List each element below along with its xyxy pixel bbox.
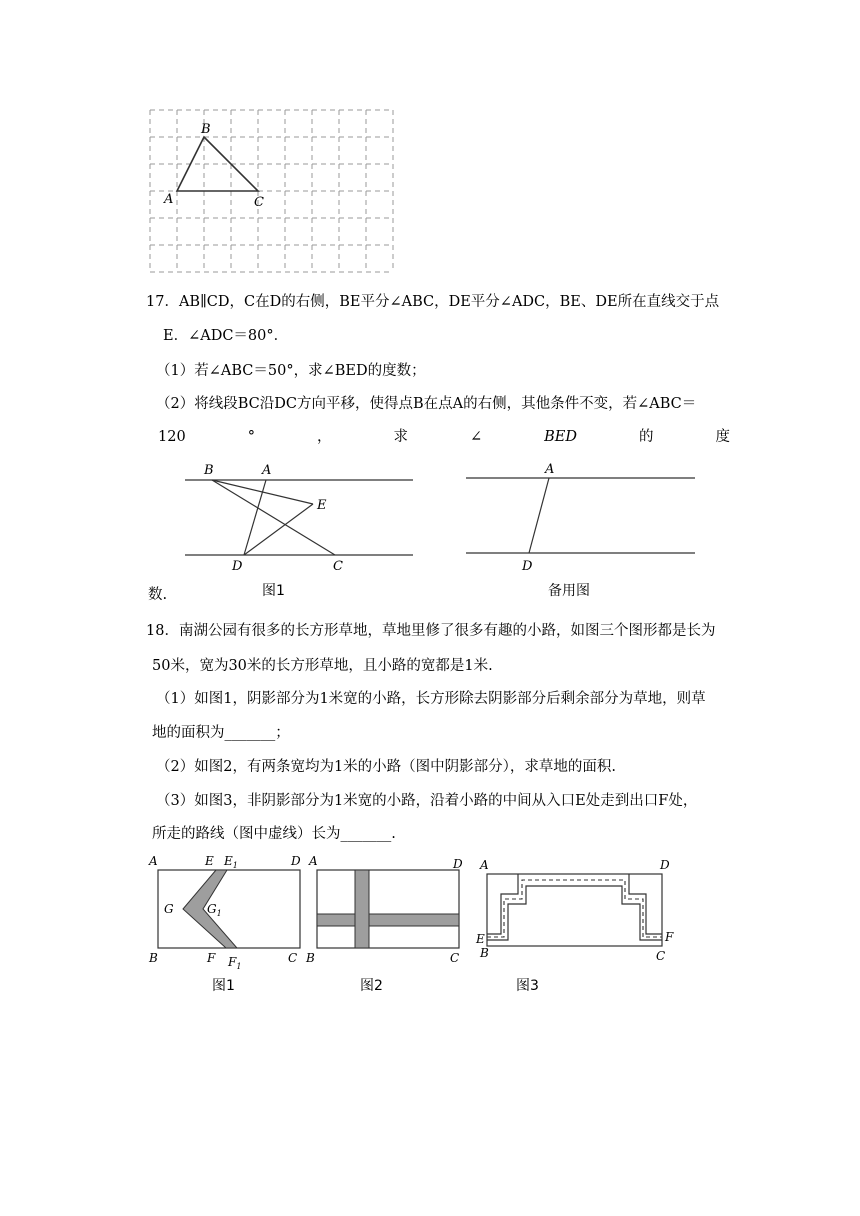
q18-line2: 50米，宽为30米的长方形草地，且小路的宽都是1米.: [152, 658, 493, 674]
label-a: A: [545, 462, 555, 477]
q18-part3-b: 所走的路线（图中虚线）长为_______.: [152, 826, 396, 842]
label-d: D: [291, 854, 301, 868]
q17-line1: 17．AB∥CD，C在D的右侧，BE平分∠ABC，DE平分∠ADC，BE、DE所在直线交于点: [146, 294, 720, 310]
label-f: F: [207, 951, 216, 965]
label-e: E: [476, 932, 485, 946]
label-f: F: [665, 930, 674, 944]
q17-line2: E．∠ADC＝80°．: [163, 328, 289, 344]
q18-line1: 18．南湖公园有很多的长方形草地，草地里修了很多有趣的小路，如图三个图形都是长为: [146, 623, 716, 639]
label-g1: $G_1$: [207, 902, 222, 918]
q18-figure-1: [145, 852, 310, 972]
q17-part2-b: [158, 427, 730, 447]
label-c: C: [656, 949, 666, 963]
token: ∠: [469, 429, 483, 445]
label-b: B: [204, 463, 214, 478]
path-dashed-route: [487, 880, 662, 937]
label-b: B: [480, 946, 489, 960]
label-c: C: [333, 559, 343, 574]
label-b: B: [306, 951, 315, 965]
label-f1: $F_1$: [228, 955, 242, 971]
token: BED: [544, 429, 577, 445]
label-e1: $E_1$: [224, 854, 238, 870]
label-d: D: [232, 559, 243, 574]
grid-triangle-figure: [140, 100, 410, 280]
q17-part1: （1）若∠ABC＝50°，求∠BED的度数；: [156, 363, 426, 379]
q18-part1-a: （1）如图1，阴影部分为1米宽的小路，长方形除去阴影部分后剩余部分为草地，则草: [156, 691, 706, 707]
token: ，: [316, 429, 332, 445]
q18-fig2-caption: 图2: [360, 978, 383, 994]
q18-part3-a: （3）如图3，非阴影部分为1米宽的小路，沿着小路的中间从入口E处走到出口F处，: [156, 793, 698, 809]
label-a: A: [262, 463, 272, 478]
label-c: C: [288, 951, 298, 965]
label-b: B: [149, 951, 158, 965]
label-a: A: [164, 192, 174, 207]
q18-part1-b: 地的面积为_______；: [152, 725, 290, 741]
q18-fig3-caption: 图3: [516, 978, 539, 994]
token: 度: [715, 429, 730, 445]
token: 的: [638, 429, 654, 445]
q17-backup-caption: 备用图: [548, 583, 590, 599]
token: 120: [158, 429, 186, 445]
label-g: G: [164, 902, 174, 916]
q17-figure-backup: [462, 455, 702, 580]
token: °: [247, 429, 255, 445]
q17-part2-a: （2）将线段BC沿DC方向平移，使得点B在点A的右侧，其他条件不变，若∠ABC＝: [156, 396, 697, 412]
label-c: C: [254, 195, 264, 210]
horizontal-path: [317, 914, 459, 926]
label-d: D: [660, 858, 670, 872]
label-d: D: [522, 559, 533, 574]
label-c: C: [450, 951, 460, 965]
label-b: B: [201, 122, 211, 137]
q17-fig1-caption: 图1: [262, 583, 285, 599]
label-a: A: [149, 854, 158, 868]
q18-figure-2: [305, 852, 470, 972]
label-e: E: [317, 498, 327, 513]
label-a: A: [480, 858, 489, 872]
q18-part2: （2）如图2，有两条宽均为1米的小路（图中阴影部分），求草地的面积.: [156, 759, 617, 775]
vertical-path: [355, 870, 369, 948]
q17-part2-end: 数.: [148, 587, 168, 603]
label-e: E: [205, 854, 214, 868]
token: 求: [393, 429, 408, 445]
q18-fig1-caption: 图1: [212, 978, 235, 994]
q17-figure-1: [180, 455, 420, 580]
q18-figure-3: [470, 852, 685, 972]
label-a: A: [309, 854, 318, 868]
label-d: D: [453, 857, 463, 871]
